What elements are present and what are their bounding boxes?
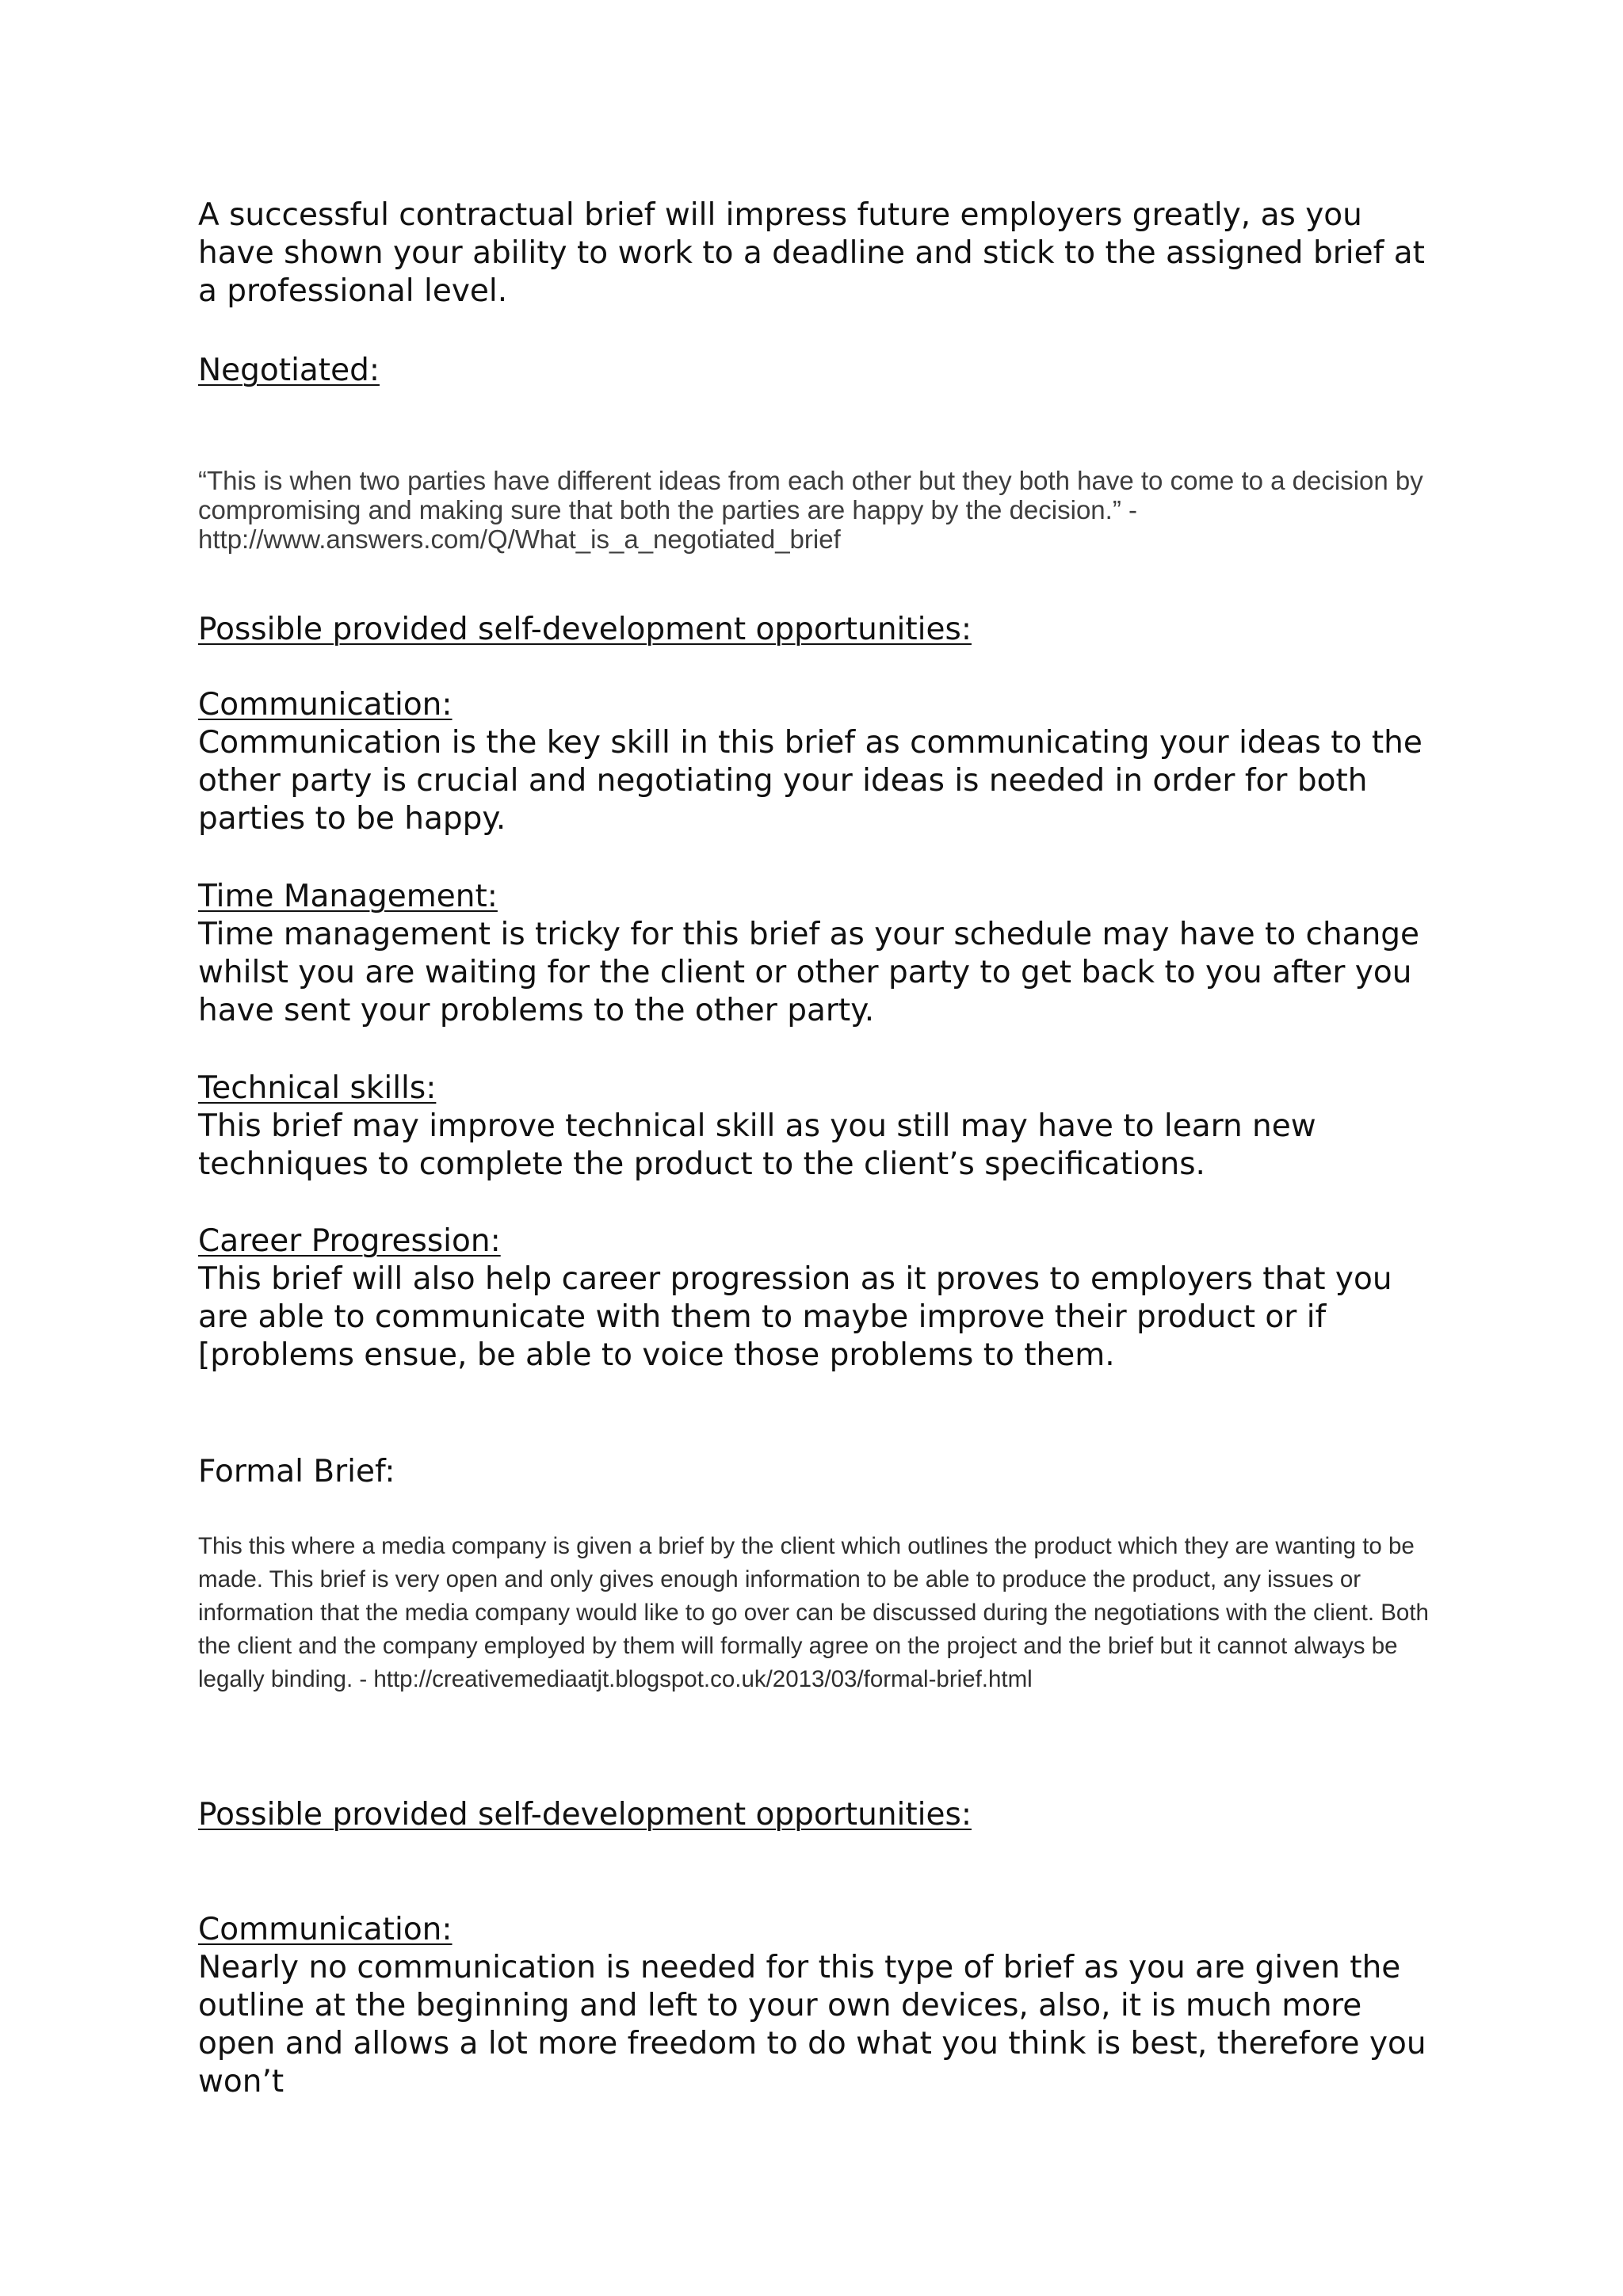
formal-brief-quote: This this where a media company is given a brief by the client which outlines the product which they are wanting to be made. This brief is very open and only gives enough information to be able to produce the product, any issues or information that the media company would like to go over can be discussed during the negotiations with the client. Both the client and the company employed by them will formally agree on the project and the brief but it cannot always be legally binding. - http://creativemediaatjt.blogspot.co.uk/2013/03/formal-brief.html bbox=[198, 1533, 1429, 1692]
intro-paragraph: A successful contractual brief will impress future employers greatly, as you have shown your ability to work to a deadline and stick to the assigned brief at a professional level. bbox=[198, 197, 1425, 309]
career-progression-heading: Career Progression: bbox=[198, 1223, 501, 1259]
formal-opportunities-heading: Possible provided self-development opportunities: bbox=[198, 1797, 972, 1833]
career-progression-text: This brief will also help career progression as it proves to employers that you are able to communicate with them to maybe improve their product or if [problems ensue, be able to voice those problems to them. bbox=[198, 1261, 1392, 1373]
time-management-section bbox=[198, 878, 1434, 1030]
negotiated-opportunities-heading: Possible provided self-development opportunities: bbox=[198, 612, 972, 647]
communication-text: Communication is the key skill in this brief as communicating your ideas to the other party is crucial and negotiating your ideas is needed in order for both parties to be happy. bbox=[198, 725, 1423, 837]
time-management-heading: Time Management: bbox=[198, 879, 498, 914]
career-progression-section bbox=[198, 1222, 1434, 1375]
formal-brief-heading: Formal Brief: bbox=[198, 1454, 395, 1489]
technical-skills-section bbox=[198, 1070, 1434, 1184]
negotiated-communication-section bbox=[198, 686, 1434, 838]
formal-communication-section bbox=[198, 1911, 1434, 2101]
negotiated-heading: Negotiated: bbox=[198, 353, 380, 388]
communication-heading: Communication: bbox=[198, 687, 453, 723]
time-management-text: Time management is tricky for this brief as your schedule may have to change whilst you are waiting for the client or other party to get back to you after you have sent your problems to the other party. bbox=[198, 917, 1420, 1028]
formal-communication-text: Nearly no communication is needed for this type of brief as you are given the outline at the beginning and left to your own devices, also, it is much more open and allows a lot more freedom to do what you think is best, therefore you won’t bbox=[198, 1950, 1426, 2100]
formal-communication-heading: Communication: bbox=[198, 1912, 453, 1947]
technical-skills-heading: Technical skills: bbox=[198, 1070, 437, 1106]
negotiated-quote: “This is when two parties have different ideas from each other but they both have to come to a decision by compromising and making sure that both the parties are happy by the decision.” - http://www.answers.com/Q/What_is_a_negotiated_brief bbox=[198, 466, 1423, 554]
technical-skills-text: This brief may improve technical skill as you still may have to learn new techniques to complete the product to the client’s specifications. bbox=[198, 1108, 1316, 1182]
